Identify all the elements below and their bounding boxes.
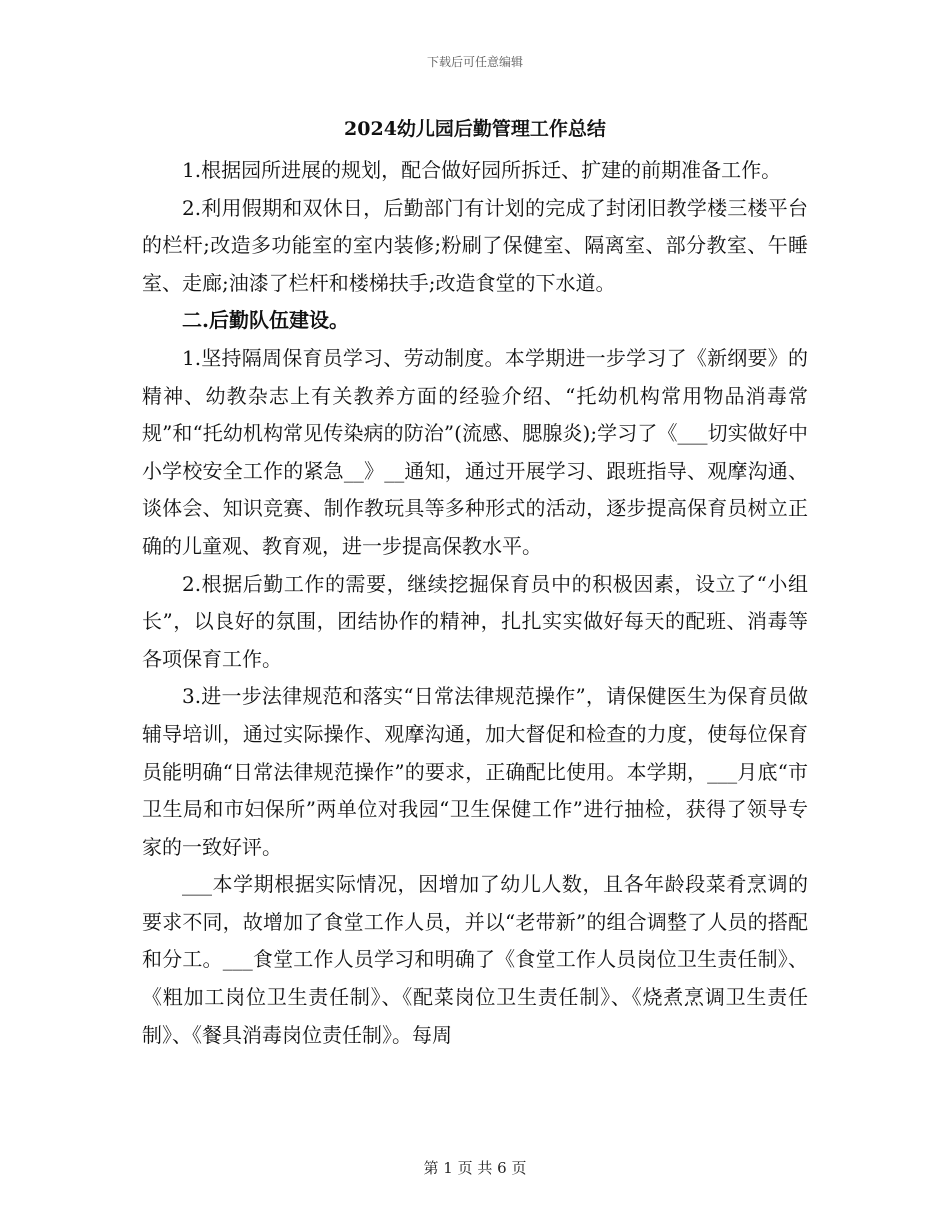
- paragraph-3: 1.坚持隔周保育员学习、劳动制度。本学期进一步学习了《新纲要》的精神、幼教杂志上有关教养方面的经验介绍、“托幼机构常用物品消毒常规”和“托幼机构常见传染病的防治”(流感、腮腺炎);学习了《___切实做好中小学校安全工作的紧急__》__通知，通过开展学习、跟班指导、观摩沟通、谈体会、知识竞赛、制作教玩具等多种形式的活动，逐步提高保育员树立正确的儿童观、教育观，进一步提高保教水平。: [142, 345, 808, 558]
- paragraph-2: 2.利用假期和双休日，后勤部门有计划的完成了封闭旧教学楼三楼平台的栏杆;改造多功能室的室内装修;粉刷了保健室、隔离室、部分教室、午睡室、走廊;油漆了栏杆和楼梯扶手;改造食堂的下水道。: [142, 195, 808, 295]
- download-note: 下载后可任意编辑: [426, 55, 523, 69]
- paragraph-1: 1.根据园所进展的规划，配合做好园所拆迁、扩建的前期准备工作。: [182, 158, 782, 182]
- page-indicator: 第 1 页 共 6 页: [423, 1159, 527, 1177]
- paragraph-4: 2.根据后勤工作的需要，继续挖掘保育员中的积极因素，设立了“小组长”，以良好的氛围，团结协作的精神，扎扎实实做好每天的配班、消毒等各项保育工作。: [142, 571, 808, 671]
- document-title: 2024幼儿园后勤管理工作总结: [344, 118, 606, 140]
- section-heading-logistics-team: 二.后勤队伍建设。: [182, 308, 349, 333]
- paragraph-6: ___本学期根据实际情况，因增加了幼儿人数，且各年龄段菜肴烹调的要求不同，故增加了食堂工作人员，并以“老带新”的组合调整了人员的搭配和分工。___食堂工作人员学习和明确了《食堂工作人员岗位卫生责任制》、《粗加工岗位卫生责任制》、《配菜岗位卫生责任制》、《烧煮烹调卫生责任制》、《餐具消毒岗位责任制》。每周: [142, 872, 808, 1047]
- document-body: [142, 110, 808, 1054]
- paragraph-5: 3.进一步法律规范和落实“日常法律规范操作”，请保健医生为保育员做辅导培训，通过实际操作、观摩沟通，加大督促和检查的力度，使每位保育员能明确“日常法律规范操作”的要求，正确配比使用。本学期，___月底“市卫生局和市妇保所”两单位对我园“卫生保健工作”进行抽检，获得了领导专家的一致好评。: [142, 684, 808, 859]
